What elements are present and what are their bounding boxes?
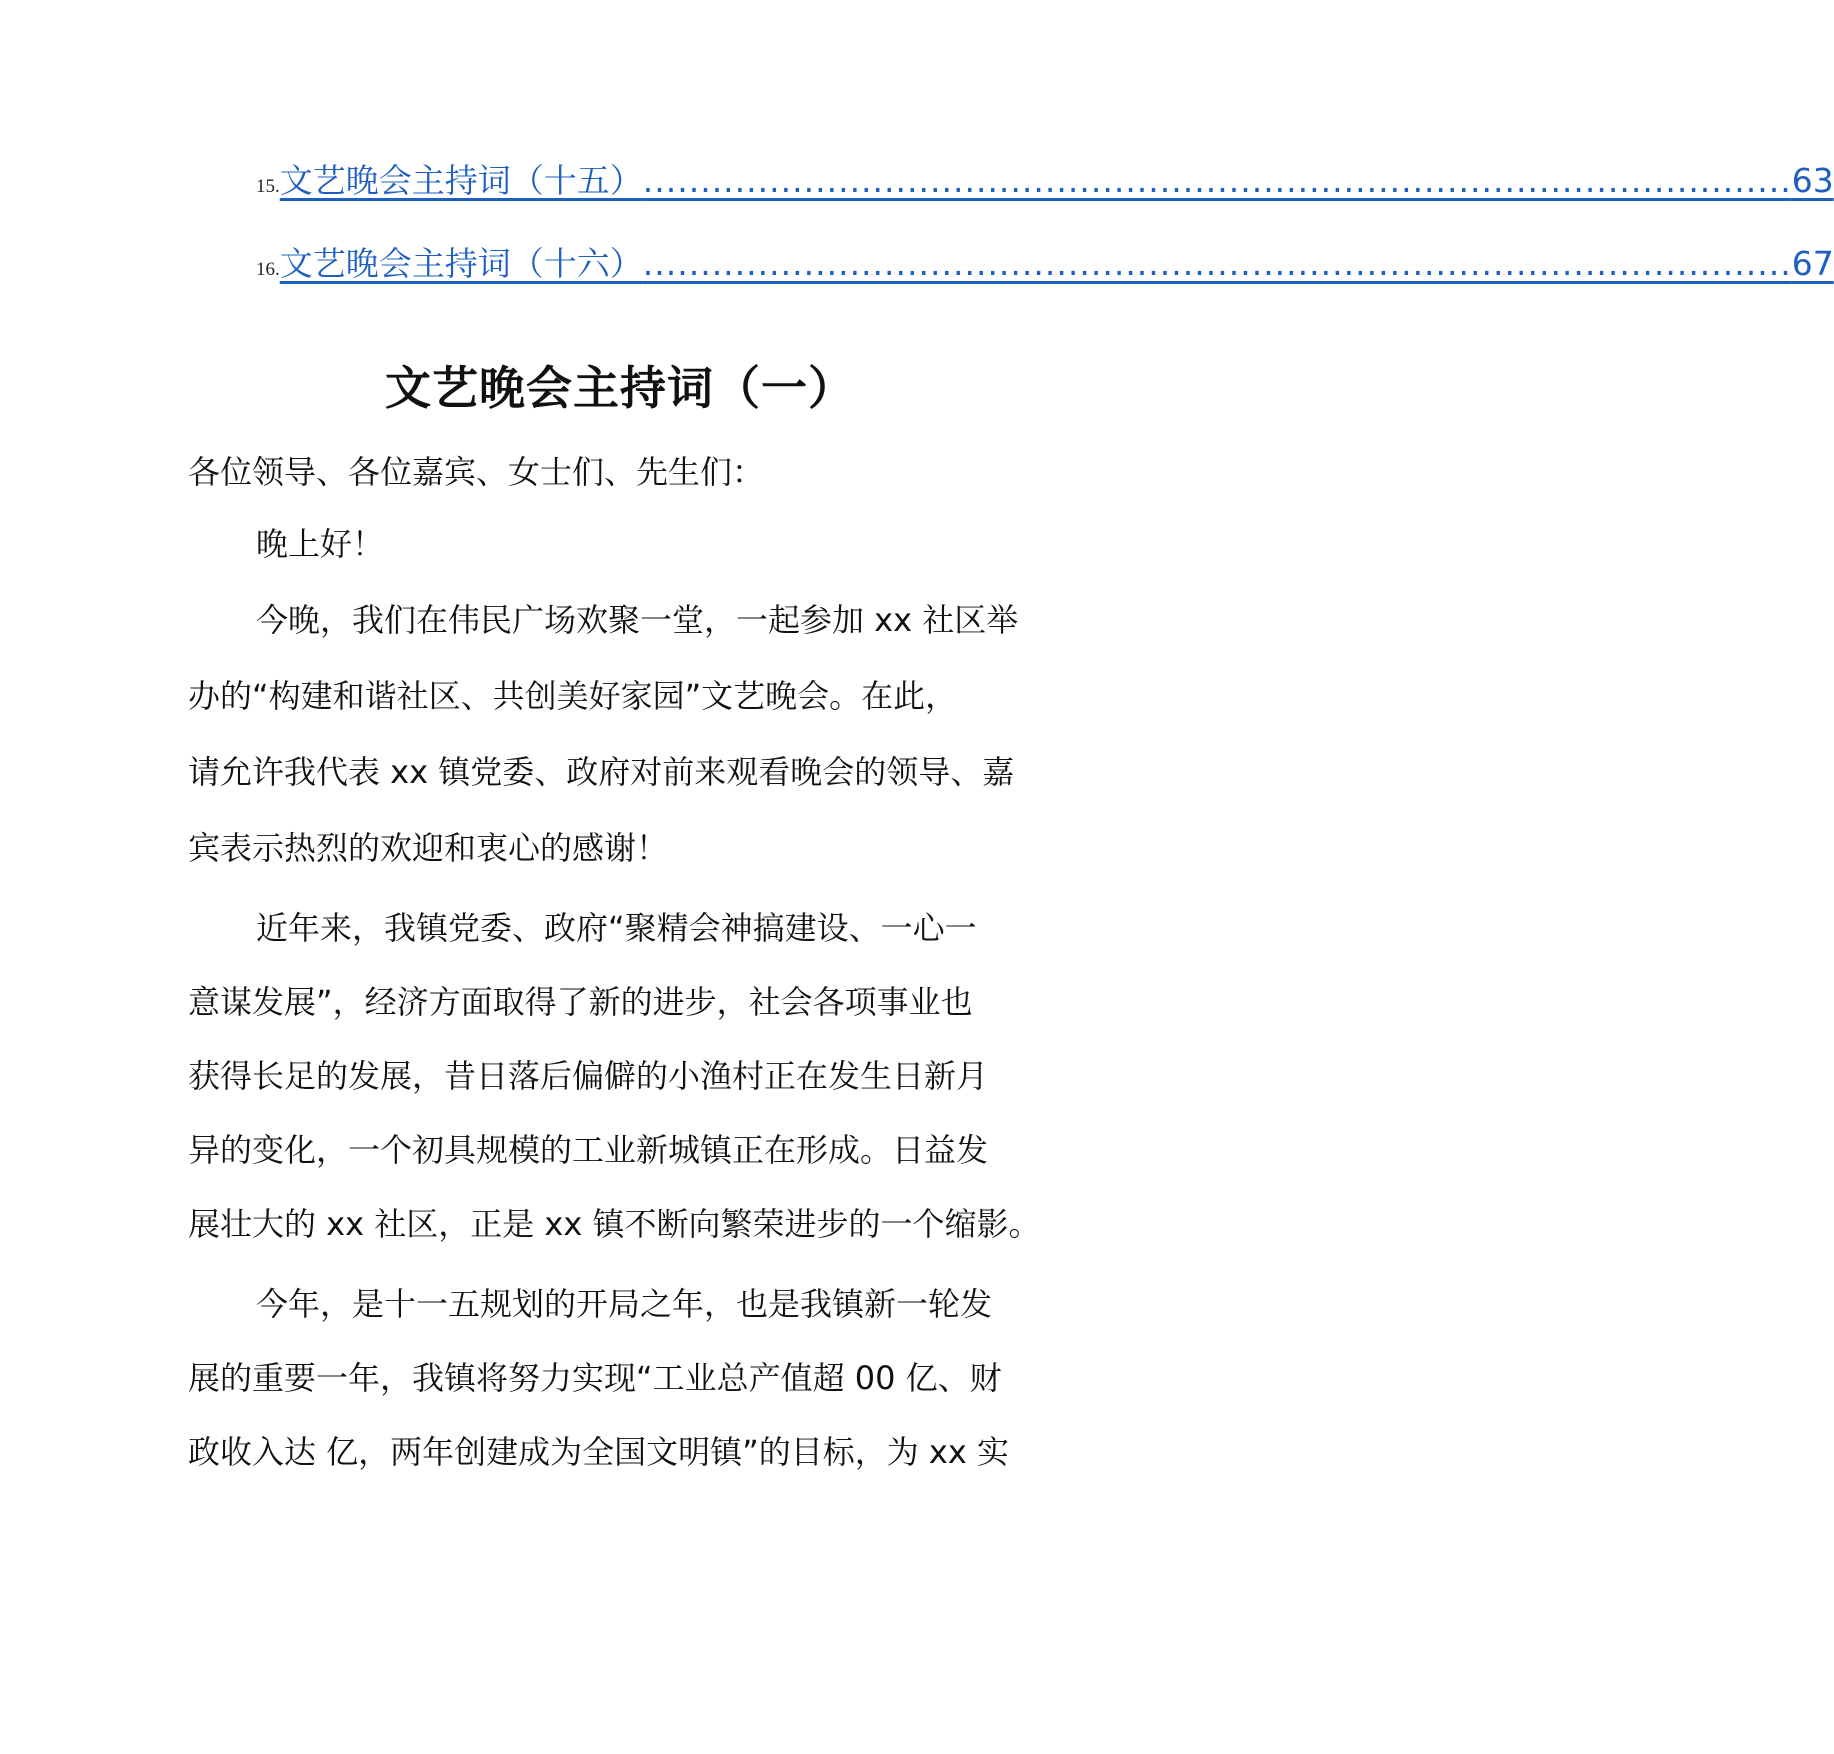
toc-entry-15 [256, 155, 1834, 203]
paragraph-line: 意谋发展”，经济方面取得了新的进步，社会各项事业也 [188, 983, 973, 1021]
paragraph-line: 展的重要一年，我镇将努力实现“工业总产值超 00 亿、财 [188, 1359, 1002, 1397]
toc-page-number: 67 [1791, 244, 1834, 283]
toc-entry-text: 文艺晚会主持词（十五） [279, 161, 643, 200]
evening-greeting: 晚上好！ [256, 525, 385, 563]
paragraph-line: 请允许我代表 xx 镇党委、政府对前来观看晚会的领导、嘉 [188, 753, 1015, 791]
toc-link-15[interactable] [280, 155, 1834, 202]
toc-number: 16. [256, 259, 280, 280]
paragraph-line: 获得长足的发展，昔日落后偏僻的小渔村正在发生日新月 [188, 1057, 989, 1095]
toc-leader-dots: .................................................................................................... [642, 161, 1792, 200]
toc-entry-text: 文艺晚会主持词（十六） [279, 244, 643, 283]
toc-number: 15. [256, 176, 280, 197]
toc-page-number: 63 [1791, 161, 1834, 200]
paragraph-line: 今晚，我们在伟民广场欢聚一堂，一起参加 xx 社区举 [256, 601, 1019, 639]
paragraph-line: 近年来，我镇党委、政府“聚精会神搞建设、一心一 [256, 909, 977, 947]
paragraph-line: 展壮大的 xx 社区，正是 xx 镇不断向繁荣进步的一个缩影。 [188, 1205, 1041, 1243]
paragraph-line: 办的“构建和谐社区、共创美好家园”文艺晚会。在此， [188, 677, 958, 715]
paragraph-line: 宾表示热烈的欢迎和衷心的感谢！ [188, 829, 669, 867]
section-title: 文艺晚会主持词（一） [385, 361, 855, 415]
paragraph-line: 政收入达 亿，两年创建成为全国文明镇”的目标，为 xx 实 [188, 1433, 1009, 1471]
toc-link-16[interactable] [280, 238, 1834, 285]
toc-leader-dots: .................................................................................................... [642, 244, 1792, 283]
paragraph-line: 今年，是十一五规划的开局之年，也是我镇新一轮发 [256, 1285, 993, 1323]
greeting-line: 各位领导、各位嘉宾、女士们、先生们： [188, 453, 765, 491]
toc-entry-16 [256, 238, 1834, 286]
paragraph-line: 异的变化，一个初具规模的工业新城镇正在形成。日益发 [188, 1131, 989, 1169]
